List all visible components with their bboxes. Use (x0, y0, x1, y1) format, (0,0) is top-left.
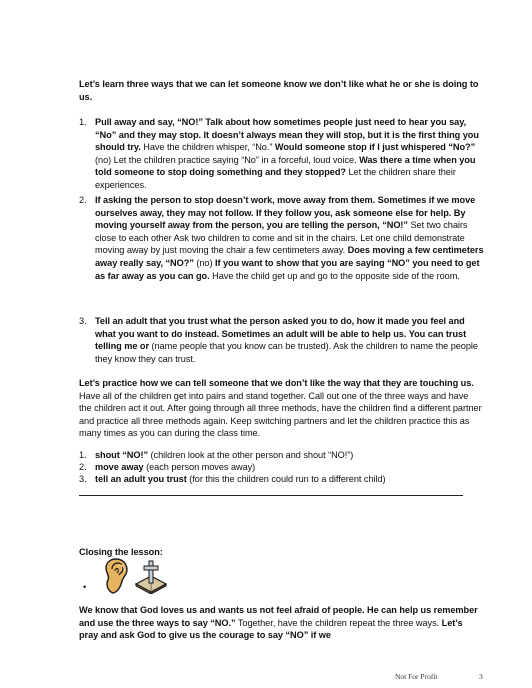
step-1-number: 1. (79, 450, 87, 460)
closing-bullet: • (83, 582, 87, 592)
item-1-number: 1. (79, 117, 87, 127)
step-3-number: 3. (79, 474, 87, 484)
section-divider (79, 495, 463, 496)
ear-icon (103, 558, 129, 596)
footer-label: Not For Profit (395, 672, 438, 681)
step-3-text: tell an adult you trust (for this the children could run to a different child) (95, 474, 386, 484)
intro-text: Let’s learn three ways that we can let someone know we don’t like what he or she is doing to us. (79, 79, 479, 102)
closing-icons (83, 556, 173, 600)
step-2-number: 2. (79, 462, 87, 472)
item-2-number: 2. (79, 195, 87, 205)
closing-text: We know that God loves us and wants us not feel afraid of people. He can help us remember and use the three ways to say “NO.” Together, have the children repeat the three ways. Let’s pray and ask God to give us the courage to say “NO” if we (79, 605, 478, 641)
practice-text: Let’s practice how we can tell someone that we don’t like the way that they are touching us. Have all of the children get into pairs and stand together. Call out one of the three ways and have the children act it out. After going through all three methods, have the children find a different partner and practice all three methods again. Keep switching partners and let the children practice this as many times as you can during the class time. (79, 378, 482, 439)
item-3-text: Tell an adult that you trust what the person asked you to do, how it made you feel and what you want to do instead. Sometimes an adult will be able to help us. You can trust telling me or (name people that you know can be trusted). Ask the children to name the people they know they can trust. (95, 316, 478, 364)
closing-heading: Closing the lesson: (79, 547, 163, 557)
item-2-text: If asking the person to stop doesn’t work, move away from them. Sometimes if we move ourselves away, they may not follow. If they follow you, ask someone else for help. By moving yourself away from the person, you are telling the person, “NO!” Set two chairs close to each other Ask two children to come and sit in the chairs. Let one child demonstrate moving away by just moving the chair a few centimeters away. Does moving a few centimeters away really say, “NO?” (no) If you want to show that you are saying “NO” you need to get as far away as you can go. Have the child get up and go to the opposite side of the room. (95, 195, 484, 281)
bible-cross-icon (133, 560, 169, 594)
step-1-text: shout “NO!” (children look at the other person and shout “NO!”) (95, 450, 354, 460)
step-2-text: move away (each person moves away) (95, 462, 256, 472)
item-3-number: 3. (79, 316, 87, 326)
page-number: 3 (479, 672, 483, 681)
item-1-text: Pull away and say, “NO!” Talk about how sometimes people just need to hear you say, “No” and they may stop. It doesn’t always mean they will stop, but it is the first thing you should try. Have the children whisper, “No.” Would someone stop if I just whispered “No?” (no) Let the children practice saying “No” in a forceful, loud voice. Was there a time when you told someone to stop doing something and they stopped? Let the children share their experiences. (95, 117, 479, 190)
